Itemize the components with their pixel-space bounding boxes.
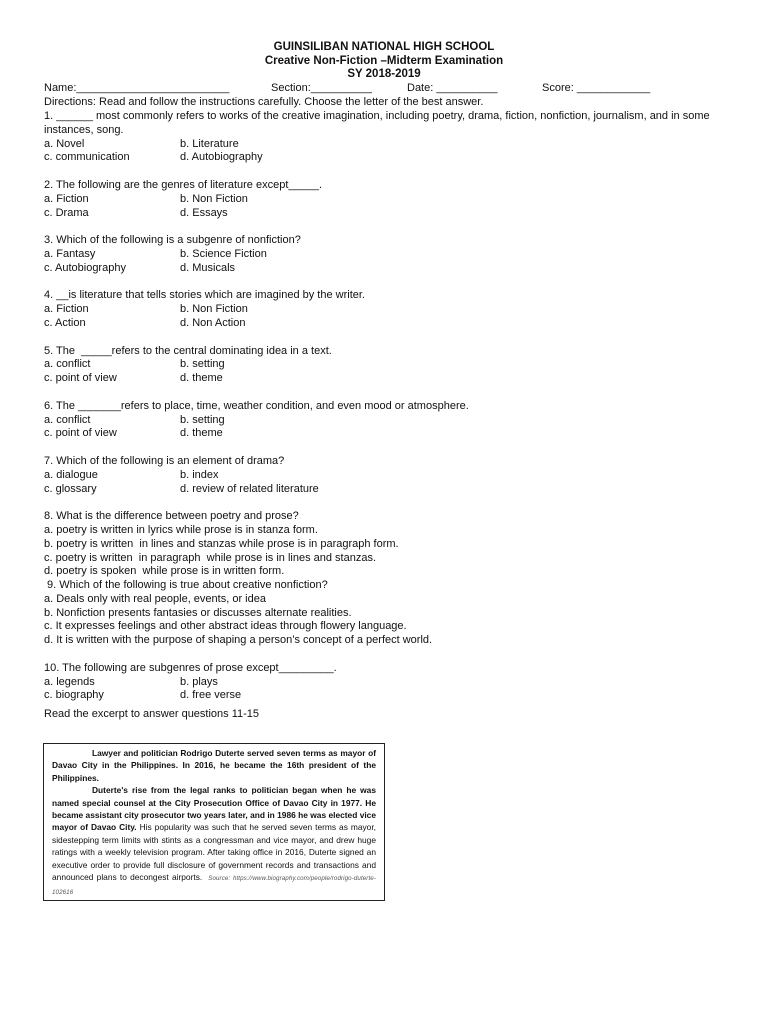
option-c: c. Drama [44, 206, 89, 219]
option-b: b. plays [180, 675, 218, 688]
score-field: Score: ____________ [542, 82, 651, 94]
option-d: d. review of related literature [180, 482, 319, 495]
question-1 [44, 110, 734, 165]
option-c: c. point of view [44, 427, 117, 440]
question-stem: 5. The _____refers to the central dominating idea in a text. [44, 344, 332, 357]
option-a: a. legends [44, 675, 95, 688]
question-stem: 9. Which of the following is true about creative nonfiction? [44, 579, 328, 592]
option-a: a. Fiction [44, 192, 89, 205]
question-stem: 8. What is the difference between poetry and prose? [44, 510, 299, 523]
option-b: b. Non Fiction [180, 192, 248, 205]
option-b: b. index [180, 468, 219, 481]
school-name: GUINSILIBAN NATIONAL HIGH SCHOOL [273, 41, 495, 53]
option-a: a. Fantasy [44, 247, 96, 260]
excerpt-source: Source: https://www.biography.com/people/rodrigo-duterte-102616 [52, 875, 376, 897]
option-b: b. Literature [180, 137, 239, 150]
option-b: b. Science Fiction [180, 247, 267, 260]
option-d: d. Essays [180, 206, 228, 219]
question-10 [44, 662, 734, 703]
option-c: c. It expresses feelings and other abstract ideas through flowery language. [44, 620, 407, 633]
option-c: c. Autobiography [44, 261, 126, 274]
option-c: c. poetry is written in paragraph while prose is in lines and stanzas. [44, 551, 376, 564]
option-c: c. glossary [44, 482, 97, 495]
excerpt-box [43, 743, 385, 901]
option-b: b. Non Fiction [180, 303, 248, 316]
option-a: a. conflict [44, 358, 91, 371]
option-d: d. theme [180, 372, 223, 385]
student-info-line [44, 82, 734, 96]
excerpt-paragraph-2 [52, 784, 376, 900]
option-d: d. free verse [180, 689, 242, 702]
school-year: SY 2018-2019 [347, 68, 421, 80]
directions: Directions: Read and follow the instructions carefully. Choose the letter of the best answer. [44, 96, 484, 108]
question-list [44, 110, 734, 722]
question-stem: 1. ______ most commonly refers to works of the creative imagination, including poetry, drama, fiction, nonfiction, journalism, and in some instances, song. [44, 110, 710, 136]
option-d: d. Musicals [180, 261, 236, 274]
exam-title: Creative Non-Fiction –Midterm Examination [264, 54, 504, 67]
question-stem: 3. Which of the following is a subgenre of nonfiction? [44, 234, 301, 247]
option-b: b. setting [180, 358, 225, 371]
name-field: Name:_________________________ [44, 82, 230, 94]
option-b: b. Nonfiction presents fantasies or discusses alternate realities. [44, 606, 352, 619]
option-a: a. conflict [44, 413, 91, 426]
question-4 [44, 289, 734, 330]
option-b: b. poetry is written in lines and stanzas while prose is in paragraph form. [44, 537, 399, 550]
option-d: d. theme [180, 427, 223, 440]
question-9 [44, 579, 734, 648]
question-2 [44, 179, 734, 220]
option-a: a. poetry is written in lyrics while prose is in stanza form. [44, 523, 318, 536]
option-b: b. setting [180, 413, 225, 426]
question-5 [44, 345, 734, 386]
option-c: c. biography [44, 689, 104, 702]
question-stem: 10. The following are subgenres of prose except_________. [44, 661, 337, 674]
excerpt-instruction: Read the excerpt to answer questions 11-15 [44, 708, 260, 721]
option-d: d. poetry is spoken while prose is in written form. [44, 565, 285, 578]
option-c: c. communication [44, 151, 130, 164]
question-7 [44, 455, 734, 496]
question-stem: 7. Which of the following is an element of drama? [44, 454, 285, 467]
question-3 [44, 234, 734, 275]
question-6 [44, 400, 734, 441]
date-field: Date: __________ [407, 82, 498, 94]
option-a: a. Fiction [44, 303, 89, 316]
excerpt-bold-text: Duterte's rise from the legal ranks to politician began when he was named special counsel at the City Prosecution Office of Davao City in 1977. He became assistant city prosecutor two years later, and in 1986 he was elected vice mayor of Davao City. [52, 785, 376, 833]
excerpt-regular-text: His popularity was such that he served seven terms as mayor, sidestepping term limits with stints as a congressman and vice mayor, and drew huge ratings with a weekly television program. After taking office in 2016, Duterte signed an executive order to provide full disclosure of government records and transactions and announced plans to decongest airports. [52, 822, 376, 883]
option-a: a. Deals only with real people, events, or idea [44, 592, 266, 605]
option-c: c. Action [44, 316, 86, 329]
option-d: d. Non Action [180, 316, 246, 329]
question-stem: 6. The _______refers to place, time, weather condition, and even mood or atmosphere. [44, 399, 469, 412]
option-a: a. Novel [44, 137, 85, 150]
section-field: Section:__________ [271, 82, 372, 94]
question-8 [44, 510, 734, 579]
option-a: a. dialogue [44, 468, 98, 481]
exam-header [0, 41, 768, 82]
option-d: d. Autobiography [180, 151, 263, 164]
option-d: d. It is written with the purpose of shaping a person’s concept of a perfect world. [44, 634, 433, 647]
option-c: c. point of view [44, 372, 117, 385]
excerpt-paragraph-1: Lawyer and politician Rodrigo Duterte served seven terms as mayor of Davao City in the Philippines. In 2016, he became the 16th president of the Philippines. [52, 748, 376, 783]
question-stem: 4. __is literature that tells stories which are imagined by the writer. [44, 289, 365, 302]
question-stem: 2. The following are the genres of literature except_____. [44, 178, 323, 191]
